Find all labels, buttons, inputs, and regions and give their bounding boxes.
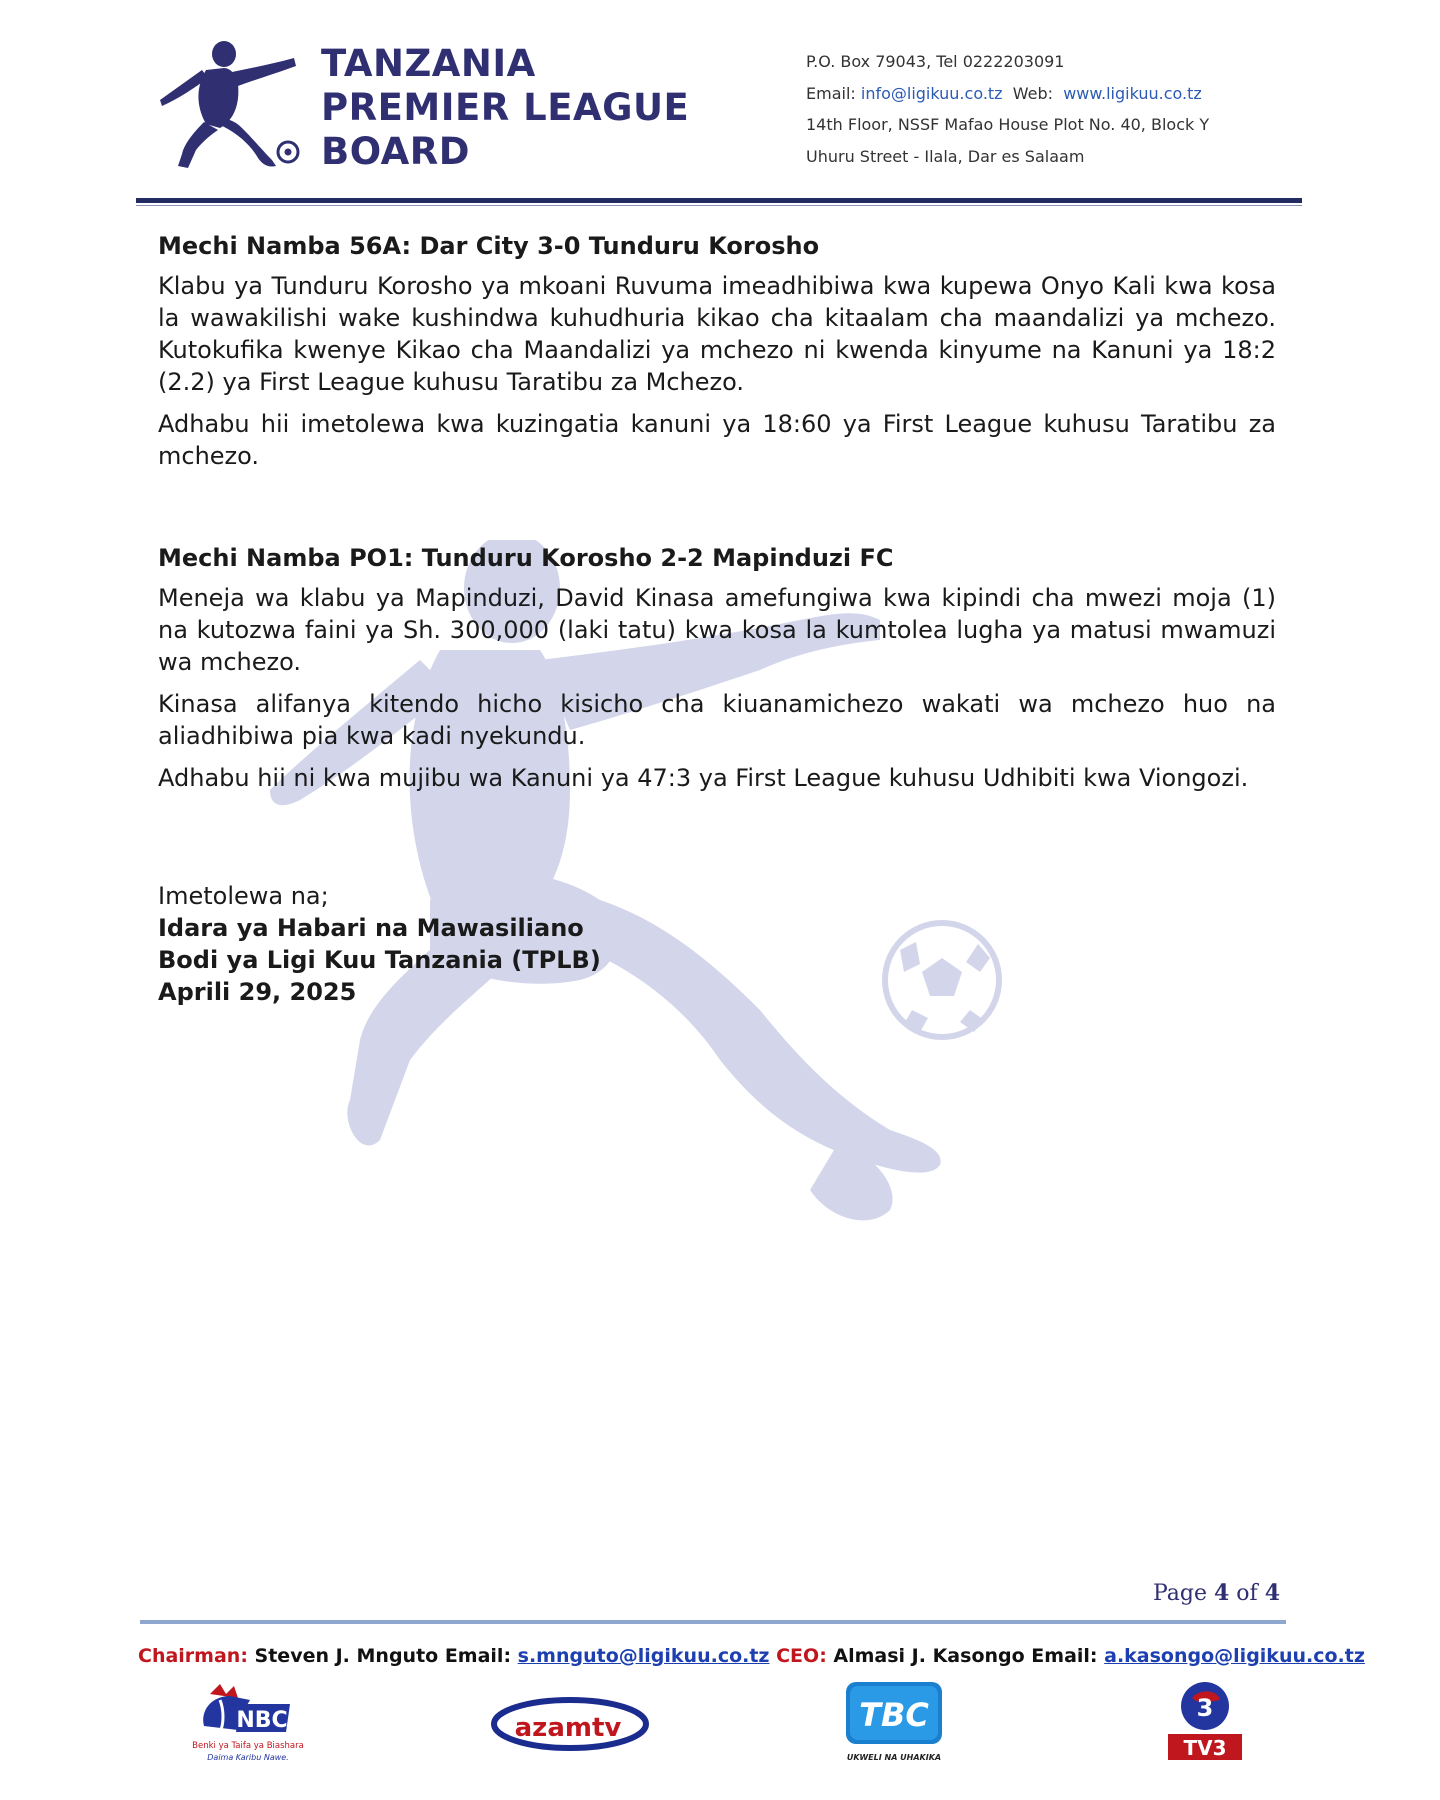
email-link[interactable]: info@ligikuu.co.tz [860, 83, 1003, 103]
issued-by: Imetolewa na; [158, 882, 329, 910]
nbc-mark-icon [190, 1680, 320, 1780]
azamtv-logo [490, 1680, 650, 1780]
section-match-56a [158, 230, 1276, 472]
web-link[interactable]: www.ligikuu.co.tz [1063, 83, 1202, 103]
ceo-email-link[interactable]: a.kasongo@ligikuu.co.tz [1104, 1645, 1365, 1667]
brand-line-1: TANZANIA [321, 42, 536, 85]
page-prefix: Page [1152, 1581, 1214, 1606]
web-label: Web: [1002, 83, 1064, 103]
header-divider [136, 198, 1302, 203]
tv3-numeral-icon: 3 [1196, 1694, 1214, 1722]
issue-date: Aprili 29, 2025 [158, 978, 357, 1006]
department: Idara ya Habari na Mawasiliano [158, 914, 584, 942]
organization: Bodi ya Ligi Kuu Tanzania (TPLB) [158, 946, 601, 974]
ceo-text: Almasi J. Kasongo Email: [826, 1645, 1105, 1667]
brand-line-2: PREMIER LEAGUE [321, 86, 690, 129]
address-line-3: 14th Floor, NSSF Mafao House Plot No. 40, Block Y [806, 115, 1210, 134]
section-match-po1 [158, 542, 1276, 794]
chairman-label: Chairman: [138, 1645, 248, 1667]
footer-divider [140, 1620, 1286, 1624]
azamtv-mark-icon [490, 1680, 650, 1780]
section-title: Mechi Namba PO1: Tunduru Korosho 2-2 Mapinduzi FC [158, 544, 894, 572]
address-line-4: Uhuru Street - Ilala, Dar es Salaam [806, 146, 1085, 166]
section-paragraph: Klabu ya Tunduru Korosho ya mkoani Ruvuma imeadhibiwa kwa kupewa Onyo Kali kwa kosa la wawakilishi wake kushindwa kuhudhuria kikao cha kitaalam cha maandalizi ya mchezo. Kutokufika kwenye Kikao cha Maandalizi ya mchezo ni kwenda kinyume na Kanuni ya 18:2 (2.2) ya First League kuhusu Taratibu za Mchezo. [158, 272, 1276, 396]
tbc-name: TBC [859, 1696, 929, 1734]
tv3-name: TV3 [1183, 1736, 1227, 1760]
tplb-logo-icon [154, 40, 324, 180]
chairman-text: Steven J. Mnguto Email: [247, 1645, 518, 1667]
section-paragraph: Adhabu hii ni kwa mujibu wa Kanuni ya 47:3 ya First League kuhusu Udhibiti kwa Viongozi. [158, 764, 1249, 792]
nbc-logo [190, 1680, 320, 1780]
tbc-mark-icon [840, 1680, 950, 1780]
header-divider-thin [136, 205, 1302, 206]
letterhead [136, 30, 1312, 202]
ceo-label: CEO: [769, 1645, 827, 1667]
tbc-tagline: UKWELI NA UHAKIKA [846, 1753, 942, 1762]
nbc-tagline-2: Daima Karibu Nawe. [207, 1753, 289, 1762]
footer-contacts [138, 1645, 1365, 1667]
section-paragraph: Adhabu hii imetolewa kwa kuzingatia kanuni ya 18:60 ya First League kuhusu Taratibu za mchezo. [158, 410, 1276, 470]
section-spacer [158, 482, 1276, 542]
tv3-mark-icon [1160, 1680, 1250, 1780]
page-current: 4 [1214, 1580, 1230, 1606]
nbc-name: NBC [236, 1708, 288, 1733]
page-separator: of [1229, 1581, 1265, 1606]
sponsor-logos [190, 1680, 1250, 1780]
contact-block [806, 46, 1209, 172]
chairman-email-link[interactable]: s.mnguto@ligikuu.co.tz [517, 1645, 770, 1667]
address-line-1: P.O. Box 79043, Tel 0222203091 [806, 52, 1065, 71]
section-paragraph: Meneja wa klabu ya Mapinduzi, David Kinasa amefungiwa kwa kipindi cha mwezi moja (1) na kutozwa faini ya Sh. 300,000 (laki tatu) kwa kosa la kumtolea lugha ya matusi mwamuzi wa mchezo. [158, 584, 1276, 676]
section-paragraph: Kinasa alifanya kitendo hicho kisicho cha kiuanamichezo wakati wa mchezo huo na aliadhibiwa pia kwa kadi nyekundu. [158, 690, 1276, 750]
tv3-logo [1160, 1680, 1250, 1780]
section-title: Mechi Namba 56A: Dar City 3-0 Tunduru Korosho [158, 232, 820, 260]
email-web-line [806, 78, 1209, 110]
brand-line-3: BOARD [321, 130, 471, 173]
tbc-logo [840, 1680, 950, 1780]
page-number [1140, 1580, 1280, 1606]
letter-body [158, 230, 1276, 1008]
signature-block [158, 880, 1276, 1008]
email-label: Email: [806, 83, 861, 103]
azamtv-name: azamtv [514, 1713, 622, 1743]
page-total: 4 [1264, 1580, 1280, 1606]
nbc-tagline-1: Benki ya Taifa ya Biashara [192, 1741, 304, 1751]
brand-name [321, 42, 689, 174]
